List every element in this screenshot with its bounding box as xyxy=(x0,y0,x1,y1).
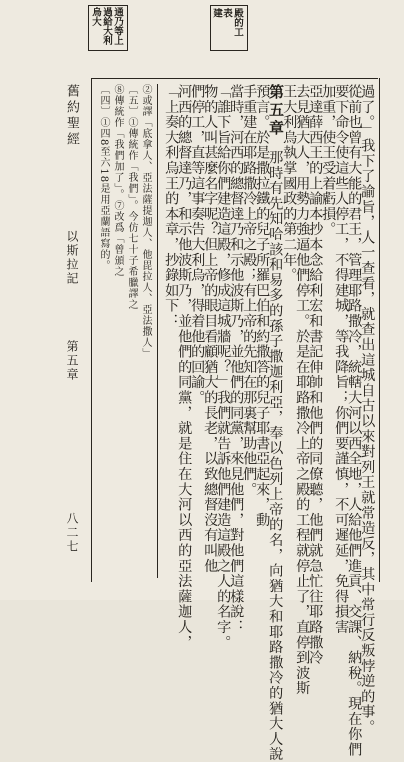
body-line-7: 王大利烏執掌國政的第二年。 xyxy=(281,84,298,283)
page-number: 八二七 xyxy=(65,512,79,554)
body-line-4: 加重，使王受着虧損。 xyxy=(320,84,337,237)
header-left-box-4: 表 xyxy=(221,8,232,18)
body-line-1: 過了。」我下了諭旨，人一查看，就查出這城自古以來對列王就常造反，其中常行反叛悖逆的事。 xyxy=(359,84,376,735)
header-right-label: 通乃等上 xyxy=(112,7,123,45)
chapter-label: 第五章 xyxy=(65,340,79,382)
body-line-2: 從前也曾有大能的君王，管理耶路撒冷，統轄大河以西全地，人給他們進貢、交課、納稅。現在你們 xyxy=(346,84,363,758)
body-line-6: 去見猶大人，用勢力強逼他們停工。於是在耶路撒冷上帝之殿的工程就停止了，直停到波斯 xyxy=(294,84,311,696)
chapter-heading: 第五章 xyxy=(267,84,285,138)
header-right-label-2: 過給大利 xyxy=(101,7,112,45)
header-left-box-2: 建 xyxy=(211,8,222,18)
body-line-14: 們停工，直等這事奏告大利烏，得着他的回諭。 xyxy=(189,84,206,406)
footnote-1: 〔四〕①四8至六18是用亞蘭語寫的。 xyxy=(98,84,109,272)
body-line-9: 預言。於是撒拉鐵的兒子所羅巴伯和約撒答的兒子耶書亞起來，動 xyxy=(254,84,271,528)
footnote-separator xyxy=(157,84,158,578)
body-line-16: 「上奏大利烏王的本章，抄錄如下： xyxy=(163,84,180,329)
body-line-13: 物的人叫甚麼名字呢？但上帝的眼目看顧猶大的長老，以致總督沒有叫他 xyxy=(202,84,219,574)
body-line-8: 那時有先知哈該和易多的孫子撒迦利亞，奉以色列上帝的名，向猶大和耶路撒冷的猶大人說 xyxy=(267,150,284,762)
body-line-10: 手重建在耶路撒冷上帝之殿；有上帝的先知在那裏幫助他們。 xyxy=(241,84,258,498)
body-line-5: 亞達薛西王的上諭本抄本念給利宏和書記伸帥和他們的同僚聽，他們就急忙往耶路撒冷 xyxy=(307,84,324,666)
header-left-box-1: 殿的工 xyxy=(232,8,243,37)
body-line-12: 「誰下旨給你們建造這殿，修成這城牆呢？」我們就告訴他們建造這殿之人的名字。 xyxy=(215,84,232,651)
header-right-box-1: 烏大 xyxy=(90,7,101,26)
body-line-11: 當時，河西的總督達乃和示他波斯乃，並他們的同黨，來見他們，對他們這樣說： xyxy=(228,84,245,635)
footnote-3: 〔五〕①傳統作「我們」。今仿七十子希臘譯之 xyxy=(126,84,137,310)
footnote-2: ⑧傳統作「我們加了」。⑦改爲「曾頒之 xyxy=(112,84,123,277)
book-name: 以斯拉記 xyxy=(65,230,79,286)
body-line-15: 河西的總督達乃，和示他波斯乃，並他們的同黨，就是住在大河以西的亞法薩迦人， xyxy=(176,84,193,651)
footnote-4: ②或譯「底拿人、亞法薩提迦人、他毘拉人、亞法撒人」 xyxy=(140,84,151,359)
body-line-3: 要下命令使這些人停工，不得建城，等我降旨；你們要謹慎，不可遲延，免得損害 xyxy=(333,84,350,635)
book-title: 舊約聖經 xyxy=(64,84,79,148)
